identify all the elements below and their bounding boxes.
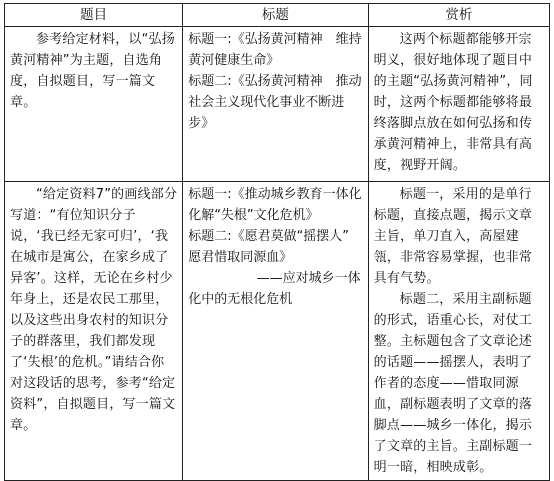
table-row (5, 27, 550, 182)
subtitle-continuation: 化中的无根化危机 (188, 292, 293, 307)
titles-cell (183, 27, 368, 182)
comment-text: 这两个标题都能够开宗明义，很好地体现了题目中的主题“弘扬黄河精神”，同时，这两个标题都能够将最终落脚点放在如何弘扬和传承黄河精神上，非常具有高度，视野开阔。 (373, 32, 533, 173)
analysis-table (4, 3, 550, 481)
header-title: 标题 (183, 4, 368, 27)
title-two: 标题二:《弘扬黄河精神 推动社会主义现代化事业不断进步》 (188, 74, 362, 131)
comment-paragraph-1: 标题一，采用的是单行标题，直接点题，揭示文章主旨，单刀直入，高屋建瓴，非常容易掌握，也非常具有气势。 (373, 187, 533, 286)
table-row (5, 182, 550, 481)
topic-cell (5, 182, 183, 481)
header-comment: 赏析 (368, 4, 549, 27)
topic-text: “给定资料7”的画线部分写道：“有位知识分子说，‘我已经无家可归’，‘我在城市是寓公，在家乡成了异客’。这样，无论在乡村少年身上，还是农民工那里，以及这些出身农村的知识分子的群落里，我们都发现了‘失根’的危机。”请结合你对这段话的思考，参考“给定资料”，自拟题目，写一篇文章。 (10, 187, 178, 433)
subtitle-line: ——应对城乡一体 (256, 271, 361, 286)
topic-cell (5, 27, 183, 182)
comment-cell (368, 27, 549, 182)
titles-cell (183, 182, 375, 481)
title-one: 标题一:《推动城乡教育一体化 化解“失根”文化危机》 (188, 187, 375, 223)
title-two: 标题二:《愿君莫做“摇摆人” 愿君惜取同源血》 (188, 229, 363, 265)
header-topic: 题目 (5, 4, 183, 27)
table-header-row (5, 4, 550, 27)
title-one: 标题一:《弘扬黄河精神 维持黄河健康生命》 (188, 32, 362, 68)
topic-text: 参考给定材料，以“弘扬黄河精神”为主题，自选角度，自拟题目，写一篇文章。 (10, 32, 175, 110)
comment-cell (368, 182, 549, 481)
comment-paragraph-2: 标题二，采用主副标题的形式，语重心长，对仗工整。主标题包含了文章论述的话题——摇摆人，表明了作者的态度——惜取同源血，副标题表明了文章的落脚点——城乡一体化，揭示了文章的主旨。主副标题一明一暗，相映成彰。 (373, 292, 533, 475)
